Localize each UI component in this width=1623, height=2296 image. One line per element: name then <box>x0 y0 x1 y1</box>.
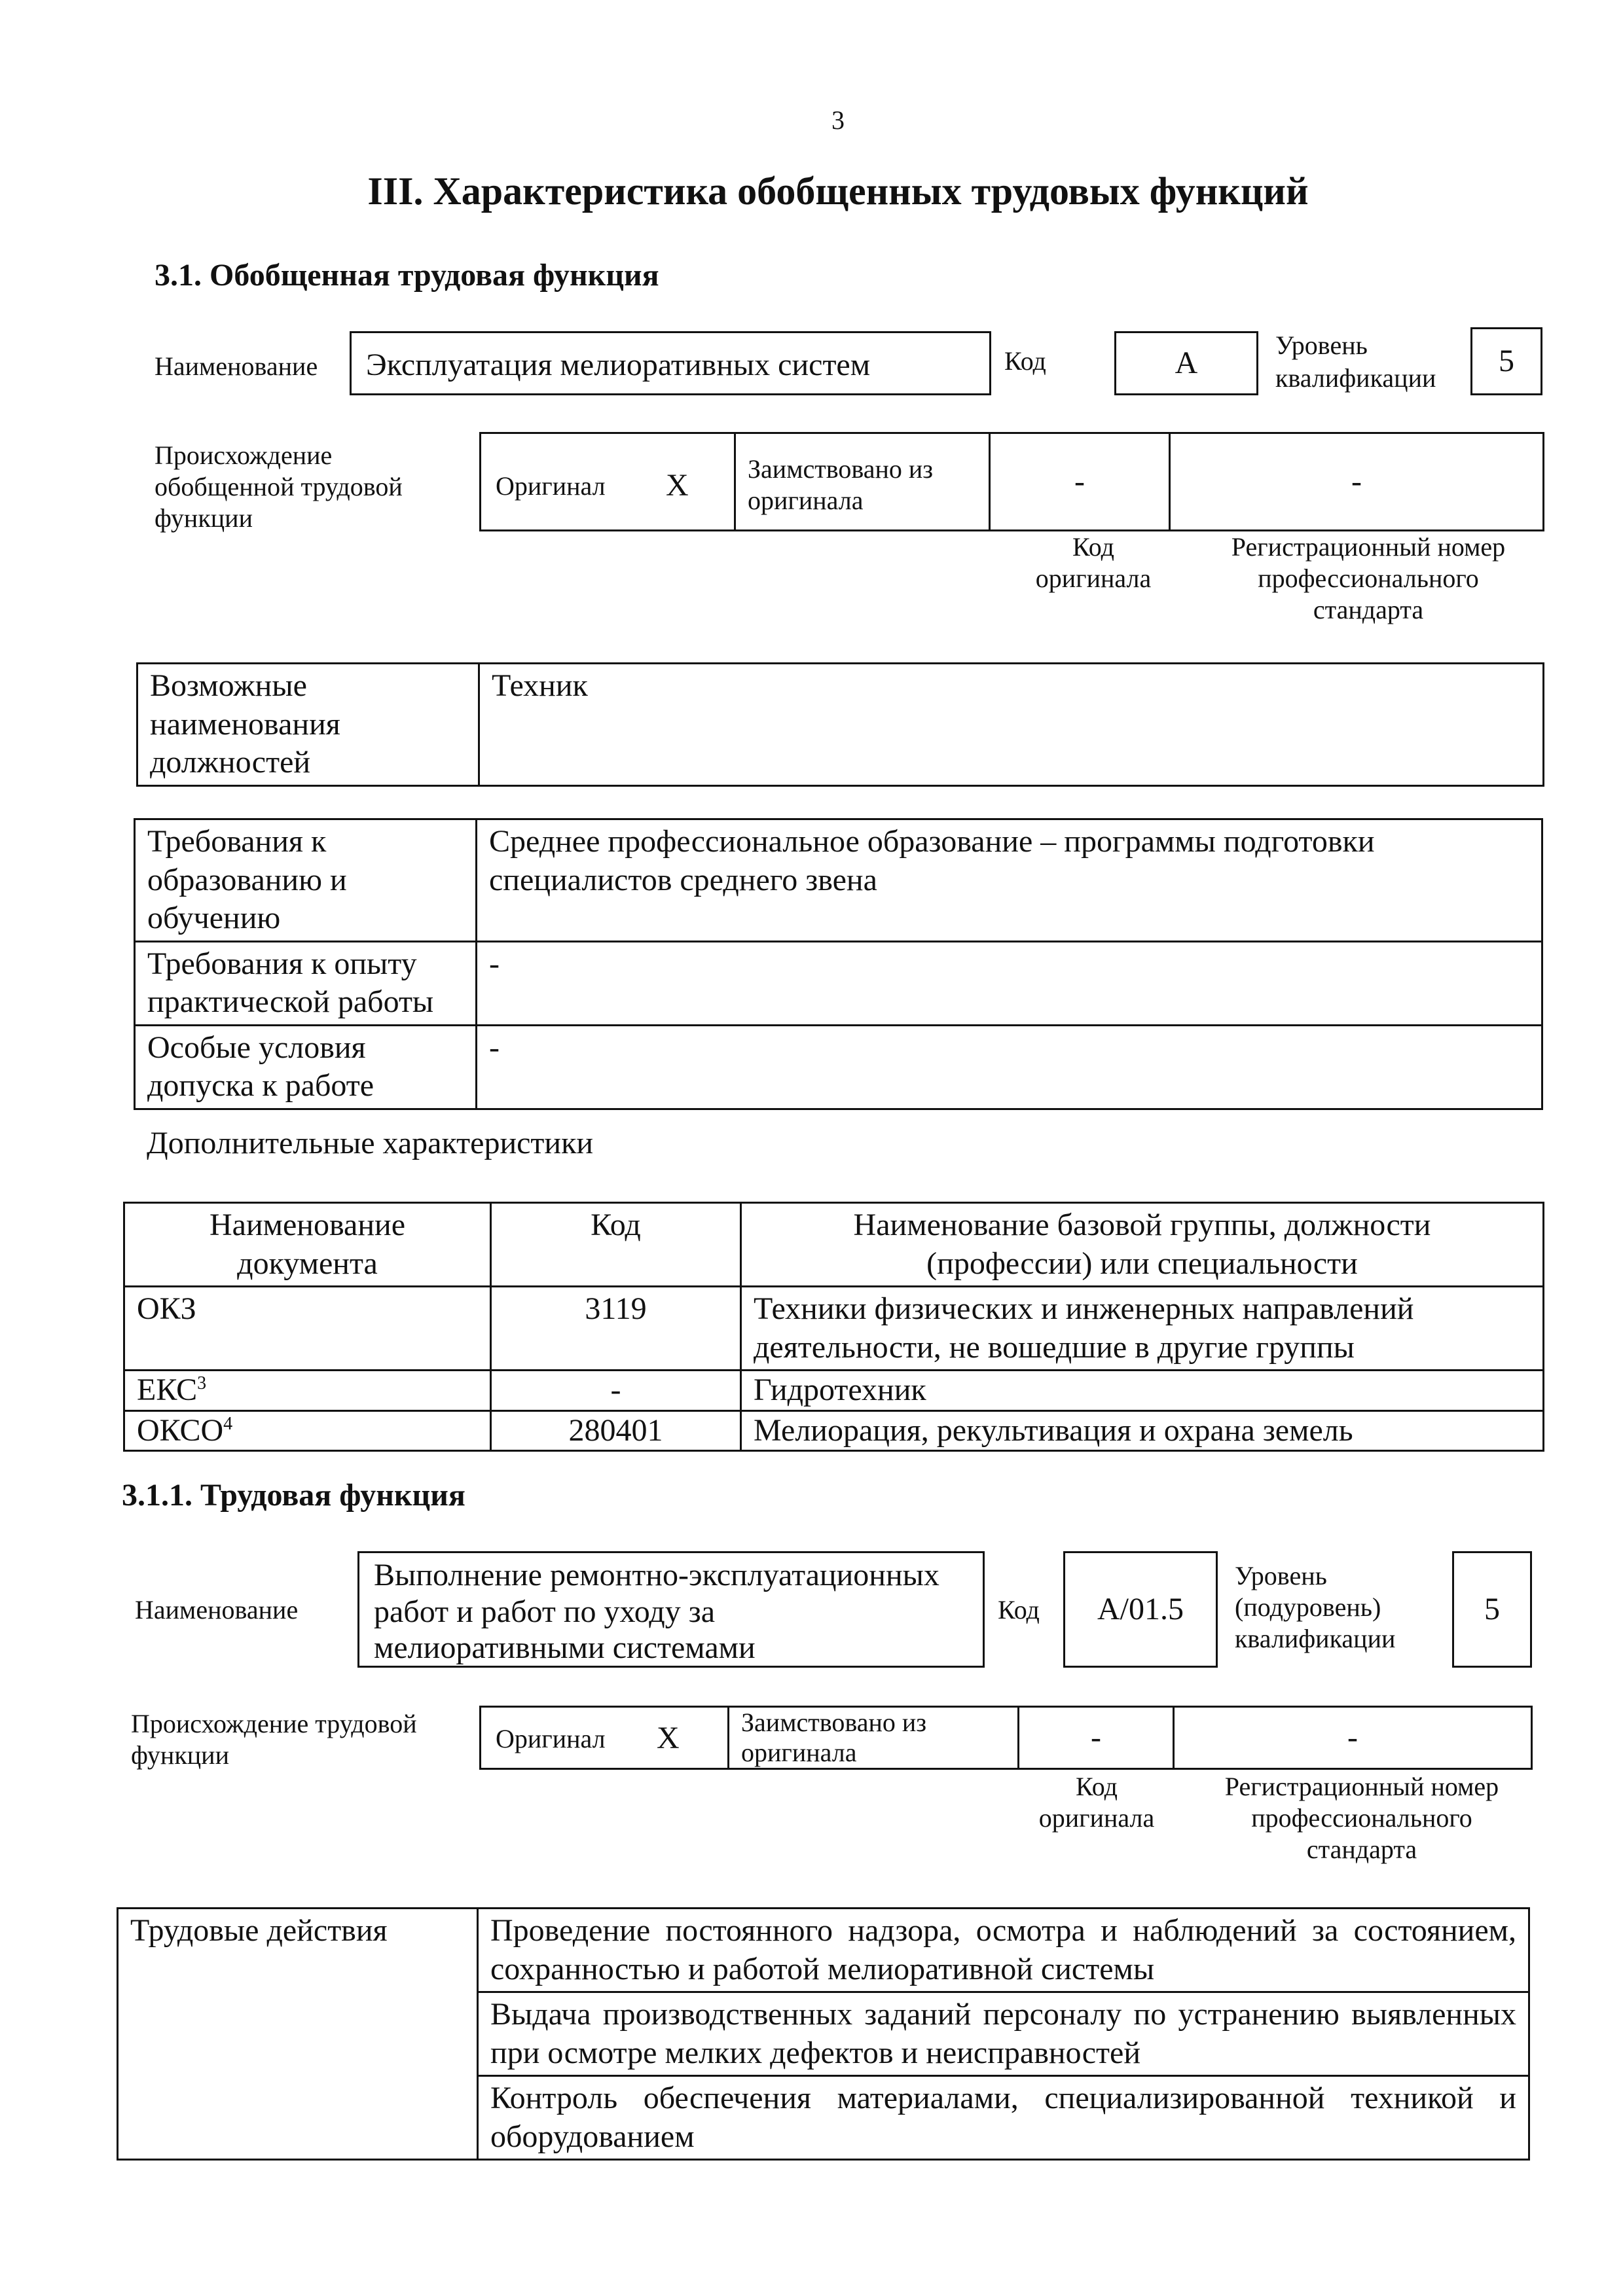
gtf-code-orig-caption <box>1002 531 1185 594</box>
tf-code-orig-caption <box>1008 1771 1185 1834</box>
requirements-row <box>135 1025 1542 1109</box>
cell-code: 3119 <box>491 1287 741 1371</box>
tf-name-line: Выполнение ремонтно-эксплуатационных <box>374 1558 939 1592</box>
gtf-origin-mark: X <box>666 468 689 503</box>
tf-origin-borrowed-line: оригинала <box>741 1738 857 1768</box>
tf-heading: 3.1.1. Трудовая функция <box>122 1478 465 1513</box>
doc-name: ЕКС <box>137 1372 198 1408</box>
requirements-row <box>135 941 1542 1025</box>
tf-origin-original-cell <box>479 1706 729 1770</box>
tf-origin-label-line: Происхождение трудовой <box>131 1709 417 1738</box>
tf-code-value: А/01.5 <box>1063 1551 1218 1668</box>
gtf-name-value: Эксплуатация мелиоративных систем <box>350 331 991 395</box>
tf-name-label: Наименование <box>135 1595 299 1624</box>
header-line: Наименование <box>209 1208 406 1242</box>
page-number: 3 <box>831 105 845 135</box>
tf-level-value: 5 <box>1452 1551 1532 1668</box>
tf-name-line: мелиоративными системами <box>374 1630 756 1666</box>
gtf-origin-original-cell <box>479 432 736 531</box>
gtf-code-orig-caption-line: оригинала <box>1035 564 1152 593</box>
gtf-reg-caption-line: стандарта <box>1313 595 1424 624</box>
gtf-origin-label-line: обобщенной трудовой <box>155 472 403 501</box>
action-item: Контроль обеспечения материалами, специализированной техникой и оборудованием <box>478 2076 1529 2160</box>
requirement-value: - <box>477 1025 1542 1109</box>
cell-doc <box>124 1410 491 1451</box>
header-document <box>124 1203 491 1287</box>
positions-label-line: должностей <box>150 745 311 780</box>
header-code <box>491 1203 741 1287</box>
tf-origin-label-line: функции <box>131 1740 229 1770</box>
tf-name-line: работ и работ по уходу за <box>374 1594 715 1629</box>
gtf-code-orig-caption-line: Код <box>1072 532 1114 562</box>
gtf-reg-caption-line: Регистрационный номер <box>1231 532 1506 562</box>
cell-name: Мелиорация, рекультивация и охрана земель <box>741 1410 1544 1451</box>
tf-code-orig-caption-line: Код <box>1076 1772 1118 1801</box>
actions-label: Трудовые действия <box>118 1909 478 2160</box>
tf-level-label-line: Уровень <box>1235 1561 1327 1590</box>
doc-footnote: 3 <box>197 1373 207 1394</box>
doc-name: ОКЗ <box>137 1291 196 1327</box>
requirement-value: Среднее профессиональное образование – программы подготовки специалистов среднего звена <box>477 819 1542 942</box>
additional-heading: Дополнительные характеристики <box>147 1126 594 1160</box>
requirement-label <box>135 941 477 1025</box>
table-row <box>124 1287 1544 1371</box>
requirements-row <box>135 819 1542 942</box>
tf-level-label-line: квалификации <box>1235 1624 1396 1653</box>
tf-code-label: Код <box>998 1595 1040 1624</box>
requirement-label <box>135 1025 477 1109</box>
tf-reg-caption-line: стандарта <box>1306 1835 1417 1864</box>
gtf-origin-borrowed-line: Заимствовано из <box>748 454 934 484</box>
gtf-origin-borrowed-line: оригинала <box>748 486 864 515</box>
gtf-origin-original: Оригинал <box>496 471 606 501</box>
gtf-level-label-1: Уровень <box>1275 331 1368 360</box>
tf-origin-mark: X <box>657 1721 680 1755</box>
positions-label <box>137 664 479 786</box>
additional-table <box>123 1202 1544 1452</box>
cell-doc <box>124 1287 491 1371</box>
header-line: (профессии) или специальности <box>926 1246 1358 1281</box>
positions-label-line: наименования <box>150 706 340 742</box>
requirement-label-line: образованию и <box>147 862 347 897</box>
gtf-level-label-2: квалификации <box>1275 363 1436 393</box>
positions-row <box>137 664 1544 786</box>
requirement-value: - <box>477 941 1542 1025</box>
doc-footnote: 4 <box>223 1413 233 1434</box>
tf-origin-dash-2: - <box>1173 1706 1533 1770</box>
requirement-label <box>135 819 477 942</box>
action-item: Выдача производственных заданий персоналу по устранению выявленных при осмотре мелких дефектов и неисправностей <box>478 1992 1529 2076</box>
table-row <box>124 1371 1544 1411</box>
tf-level-label-line: (подуровень) <box>1235 1592 1381 1622</box>
requirement-label-line: Особые условия <box>147 1030 366 1065</box>
gtf-code-value: А <box>1114 331 1258 395</box>
tf-name-value <box>357 1551 985 1668</box>
tf-origin-label <box>131 1708 417 1771</box>
cell-code: - <box>491 1371 741 1411</box>
table-row <box>124 1410 1544 1451</box>
cell-code: 280401 <box>491 1410 741 1451</box>
requirement-label-line: практической работы <box>147 984 434 1020</box>
actions-table <box>117 1907 1530 2161</box>
section-title: III. Характеристика обобщенных трудовых функций <box>367 170 1309 213</box>
gtf-reg-caption <box>1192 531 1545 626</box>
gtf-name-label: Наименование <box>155 351 318 381</box>
cell-name: Техники физических и инженерных направлений деятельности, не вошедшие в другие группы <box>741 1287 1544 1371</box>
header-line: Наименование базовой группы, должности <box>853 1208 1431 1242</box>
actions-row <box>118 1909 1529 1992</box>
requirement-label-line: Требования к опыту <box>147 946 417 981</box>
gtf-origin-dash-1: - <box>989 432 1171 531</box>
tf-level-label <box>1235 1560 1395 1655</box>
tf-origin-borrowed-line: Заимствовано из <box>741 1708 927 1737</box>
cell-name: Гидротехник <box>741 1371 1544 1411</box>
gtf-heading: 3.1. Обобщенная трудовая функция <box>155 258 659 293</box>
tf-origin-borrowed-cell <box>727 1706 1019 1770</box>
tf-origin-original: Оригинал <box>496 1724 606 1753</box>
tf-origin-dash-1: - <box>1017 1706 1175 1770</box>
requirement-label-line: допуска к работе <box>147 1068 374 1103</box>
tf-reg-caption-line: Регистрационный номер <box>1224 1772 1499 1801</box>
requirement-label-line: обучению <box>147 901 281 936</box>
gtf-origin-label <box>155 440 403 534</box>
tf-reg-caption <box>1185 1771 1539 1865</box>
gtf-origin-label-line: Происхождение <box>155 440 333 470</box>
gtf-reg-caption-line: профессионального <box>1258 564 1479 593</box>
tf-reg-caption-line: профессионального <box>1251 1803 1472 1833</box>
gtf-code-label: Код <box>1004 346 1046 376</box>
positions-value: Техник <box>479 664 1544 786</box>
requirement-label-line: Требования к <box>147 824 327 859</box>
header-group-name <box>741 1203 1544 1287</box>
doc-name: ОКСО <box>137 1412 224 1448</box>
positions-table <box>136 662 1544 787</box>
header-line: Код <box>591 1208 641 1242</box>
positions-label-line: Возможные <box>150 668 307 703</box>
gtf-origin-label-line: функции <box>155 503 253 533</box>
requirements-table <box>134 818 1543 1110</box>
gtf-origin-borrowed-cell <box>734 432 991 531</box>
cell-doc <box>124 1371 491 1411</box>
tf-code-orig-caption-line: оригинала <box>1038 1803 1155 1833</box>
additional-header-row <box>124 1203 1544 1287</box>
action-item: Проведение постоянного надзора, осмотра и наблюдений за состоянием, сохранностью и работой мелиоративной системы <box>478 1909 1529 1992</box>
gtf-level-value: 5 <box>1470 327 1542 395</box>
gtf-origin-dash-2: - <box>1169 432 1544 531</box>
header-line: документа <box>237 1246 378 1281</box>
